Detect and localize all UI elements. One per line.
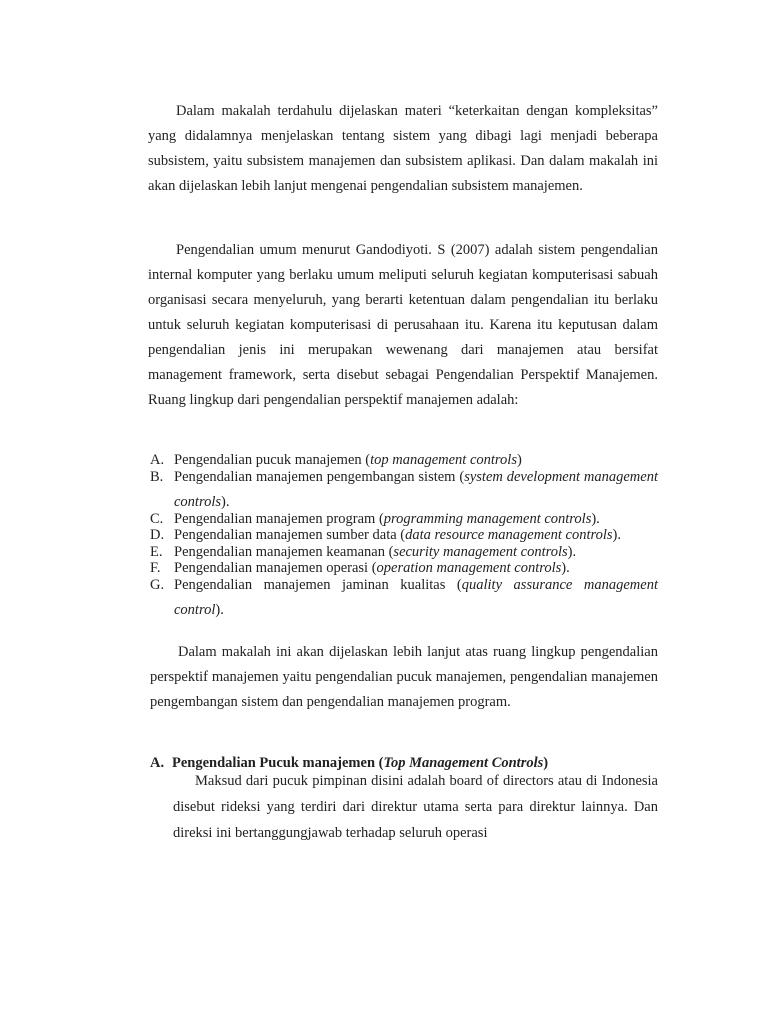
list-item-letter: F.	[150, 560, 161, 576]
section-heading-term: Top Management Controls	[383, 755, 544, 771]
list-item-text: Pengendalian manajemen keamanan (	[174, 543, 394, 560]
list-item-text: Pengendalian manajemen pengembangan sistem (	[174, 468, 465, 485]
scope-list	[148, 452, 658, 619]
section-heading-close: )	[543, 755, 549, 771]
list-item-letter: G.	[150, 576, 165, 593]
list-item-text: Pengendalian pucuk manajemen (	[174, 452, 371, 468]
list-item	[148, 465, 658, 515]
list-item-term: quality assurance management control	[174, 576, 658, 618]
list-item-term: security management controls	[393, 543, 568, 560]
list-item-text: Pengendalian manajemen sumber data (	[174, 527, 406, 543]
list-item-letter: C.	[150, 510, 164, 527]
scope-summary-paragraph: Dalam makalah ini akan dijelaskan lebih lanjut atas ruang lingkup pengendalian perspektif manajemen yaitu pengendalian pucuk manajemen, pengendalian manajemen pengembangan sistem dan pengendalian manajemen program.	[150, 644, 658, 710]
list-item-term: system development management controls	[174, 468, 658, 510]
list-item-close: ).	[612, 527, 621, 543]
list-item-term: programming management controls	[383, 510, 592, 527]
list-item-letter: D.	[150, 527, 165, 543]
list-item-term: operation management controls	[376, 560, 562, 576]
section-heading-letter: A.	[150, 755, 165, 771]
list-item-text: Pengendalian manajemen program (	[174, 510, 384, 527]
list-item	[148, 527, 658, 544]
list-item	[148, 511, 658, 528]
section-heading-title: Pengendalian Pucuk manajemen (	[172, 755, 384, 771]
section-body-paragraph: Maksud dari pucuk pimpinan disini adalah board of directors atau di Indonesia disebut rideksi yang terdiri dari direktur utama serta para direktur lainnya. Dan direksi ini bertanggungjawab terhadap seluruh operasi	[173, 773, 658, 841]
list-item	[148, 544, 658, 561]
list-item-close: ).	[221, 493, 230, 510]
list-item-text: Pengendalian manajemen operasi (	[174, 560, 377, 576]
list-item-close: )	[516, 452, 522, 468]
list-item-close: ).	[561, 560, 570, 576]
list-item-text: Pengendalian manajemen jaminan kualitas (	[174, 576, 462, 593]
list-item-close: ).	[591, 510, 600, 527]
list-item-letter: A.	[150, 452, 165, 468]
list-item-term: top management controls	[370, 452, 517, 468]
list-item-letter: E.	[150, 543, 163, 560]
list-item-letter: B.	[150, 468, 164, 485]
list-item-close: ).	[567, 543, 577, 560]
definition-paragraph: Pengendalian umum menurut Gandodiyoti. S (2007) adalah sistem pengendalian internal komputer yang berlaku umum meliputi seluruh kegiatan komputerisasi sabuah organisasi secara menyeluruh, yang berarti ketentuan dalam pengendalian itu berlaku untuk seluruh kegiatan komputerisasi di perusahaan itu. Karena itu keputusan dalam pengendalian jenis ini merupakan wewenang dari manajemen atau bersifat management framework, serta disebut sebagai Pengendalian Perspektif Manajemen. Ruang lingkup dari pengendalian perspektif manajemen adalah:	[148, 242, 658, 408]
list-item-close: ).	[215, 601, 224, 618]
intro-paragraph: Dalam makalah terdahulu dijelaskan materi “keterkaitan dengan kompleksitas” yang didalamnya menjelaskan tentang sistem yang dibagi lagi menjadi beberapa subsistem, yaitu subsistem manajemen dan subsistem aplikasi. Dan dalam makalah ini akan dijelaskan lebih lanjut mengenai pengendalian subsistem manajemen.	[148, 103, 658, 194]
list-item-term: data resource management controls	[405, 527, 613, 543]
list-item	[148, 573, 658, 623]
